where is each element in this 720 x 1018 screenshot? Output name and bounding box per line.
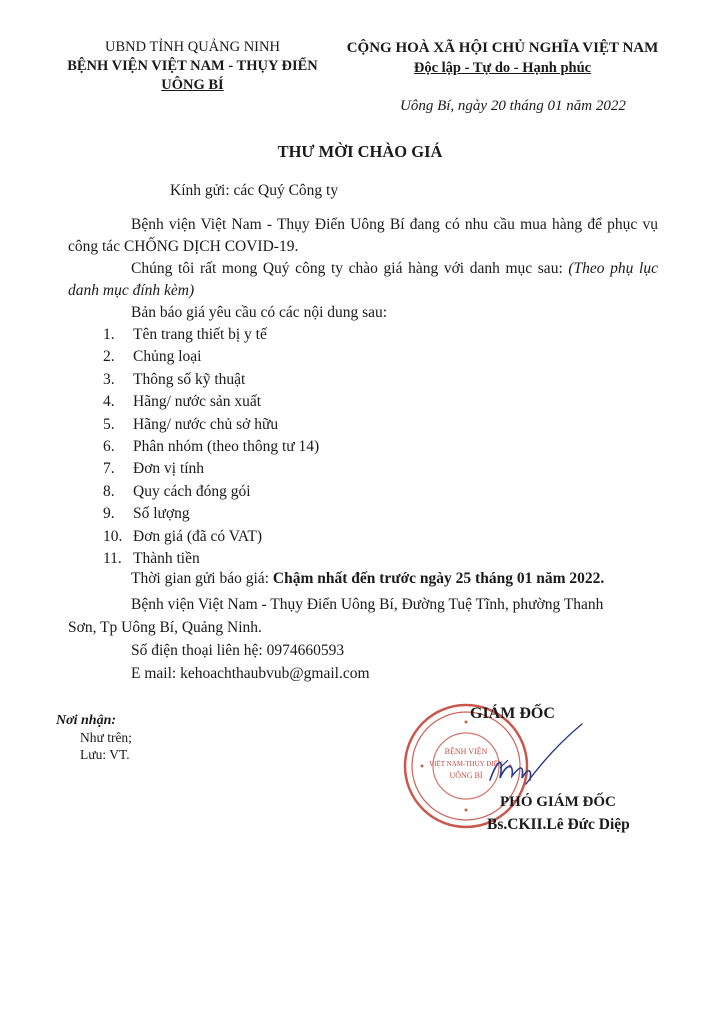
paragraph-request-note: (Theo phụ lục danh mục đính kèm) <box>68 260 658 299</box>
requirement-item <box>103 346 319 368</box>
requirement-text: Chủng loại <box>133 348 202 366</box>
paragraph-request-text: Chúng tôi rất mong Quý công ty chào giá hàng với danh mục sau: <box>131 260 569 277</box>
requirement-item <box>103 324 319 346</box>
signer-name: Bs.CKII.Lê Đức Diệp <box>487 816 630 833</box>
requirement-text: Tên trang thiết bị y tế <box>133 326 267 343</box>
requirement-item <box>103 414 319 436</box>
requirement-number: 3. <box>103 370 115 388</box>
requirement-number: 5. <box>103 415 115 433</box>
phone-line: Số điện thoại liên hệ: 0974660593 <box>131 642 345 659</box>
requirement-number: 9. <box>103 505 115 523</box>
stamp-line-3: UÔNG BÍ <box>449 771 483 780</box>
greeting: Kính gửi: các Quý Công ty <box>170 182 339 199</box>
requirement-text: Đơn vị tính <box>133 460 205 478</box>
requirement-item <box>103 436 320 458</box>
requirement-item <box>103 458 319 480</box>
recipients-label: Nơi nhận: <box>56 713 117 728</box>
national-header <box>335 38 670 78</box>
requirement-item <box>103 369 319 391</box>
dateline: Uông Bí, ngày 20 tháng 01 năm 2022 <box>400 98 626 114</box>
recipients-block <box>56 712 132 763</box>
requirement-text: Số lượng <box>133 505 190 523</box>
paragraph-need: Bệnh viện Việt Nam - Thụy Điển Uông Bí đang có nhu cầu mua hàng để phục vụ công tác CHỐNG DỊCH COVID-19. <box>68 216 658 255</box>
address-line-1: Bệnh viện Việt Nam - Thụy Điển Uông Bí, Đường Tuệ Tĩnh, phường Thanh <box>131 596 604 613</box>
requirement-text: Đơn giá (đã có VAT) <box>133 527 263 545</box>
requirement-number: 1. <box>103 326 115 343</box>
stamp-line-1: BỆNH VIỆN <box>444 747 488 756</box>
document-title: THƯ MỜI CHÀO GIÁ <box>277 142 443 161</box>
org-header <box>55 38 330 95</box>
deadline-line <box>131 568 604 590</box>
national-motto: Độc lập - Tự do - Hạnh phúc <box>413 60 592 76</box>
requirement-text: Thông số kỹ thuật <box>133 370 246 388</box>
address-line-2: Sơn, Tp Uông Bí, Quảng Ninh. <box>68 619 262 636</box>
requirement-text: Quy cách đóng gói <box>133 482 251 500</box>
handwritten-signature <box>470 718 590 798</box>
paragraph-request <box>68 258 658 302</box>
requirement-item <box>103 503 319 525</box>
requirement-text: Hãng/ nước chủ sở hữu <box>133 415 279 433</box>
recipient-item: Lưu: VT. <box>80 747 130 762</box>
requirement-number: 8. <box>103 482 115 500</box>
requirement-number: 6. <box>103 438 115 456</box>
email-line: E mail: kehoachthaubvub@gmail.com <box>131 665 370 682</box>
requirement-number: 7. <box>103 460 115 478</box>
deadline-label: Thời gian gửi báo giá: <box>131 570 273 587</box>
requirement-number: 10. <box>103 527 123 545</box>
requirement-item <box>103 481 319 503</box>
org-line-1: UBND TỈNH QUẢNG NINH <box>105 39 280 55</box>
requirement-text: Thành tiền <box>133 550 200 568</box>
deadline-value: Chậm nhất đến trước ngày 25 tháng 01 năm 2022. <box>272 570 605 587</box>
org-line-3: UÔNG BÍ <box>161 77 224 93</box>
requirement-number: 2. <box>103 348 115 366</box>
signer-deputy: PHÓ GIÁM ĐỐC <box>500 794 616 810</box>
requirement-text: Hãng/ nước sản xuất <box>133 393 262 411</box>
org-line-2: BỆNH VIỆN VIỆT NAM - THỤY ĐIỂN <box>67 58 318 74</box>
requirements-intro: Bản báo giá yêu cầu có các nội dung sau: <box>131 304 388 321</box>
requirement-item <box>103 526 319 548</box>
requirement-item <box>103 391 319 413</box>
signer-role: GIÁM ĐỐC <box>470 705 555 722</box>
requirements-list <box>103 324 319 570</box>
requirement-number: 11. <box>103 550 122 568</box>
country-name: CỘNG HOÀ XÃ HỘI CHỦ NGHĨA VIỆT NAM <box>346 40 659 56</box>
recipient-item: Như trên; <box>80 730 132 745</box>
requirement-number: 4. <box>103 393 115 411</box>
requirement-text: Phân nhóm (theo thông tư 14) <box>133 438 320 456</box>
stamp-line-2: VIỆT NAM-THỤY ĐIỂN <box>429 760 503 768</box>
